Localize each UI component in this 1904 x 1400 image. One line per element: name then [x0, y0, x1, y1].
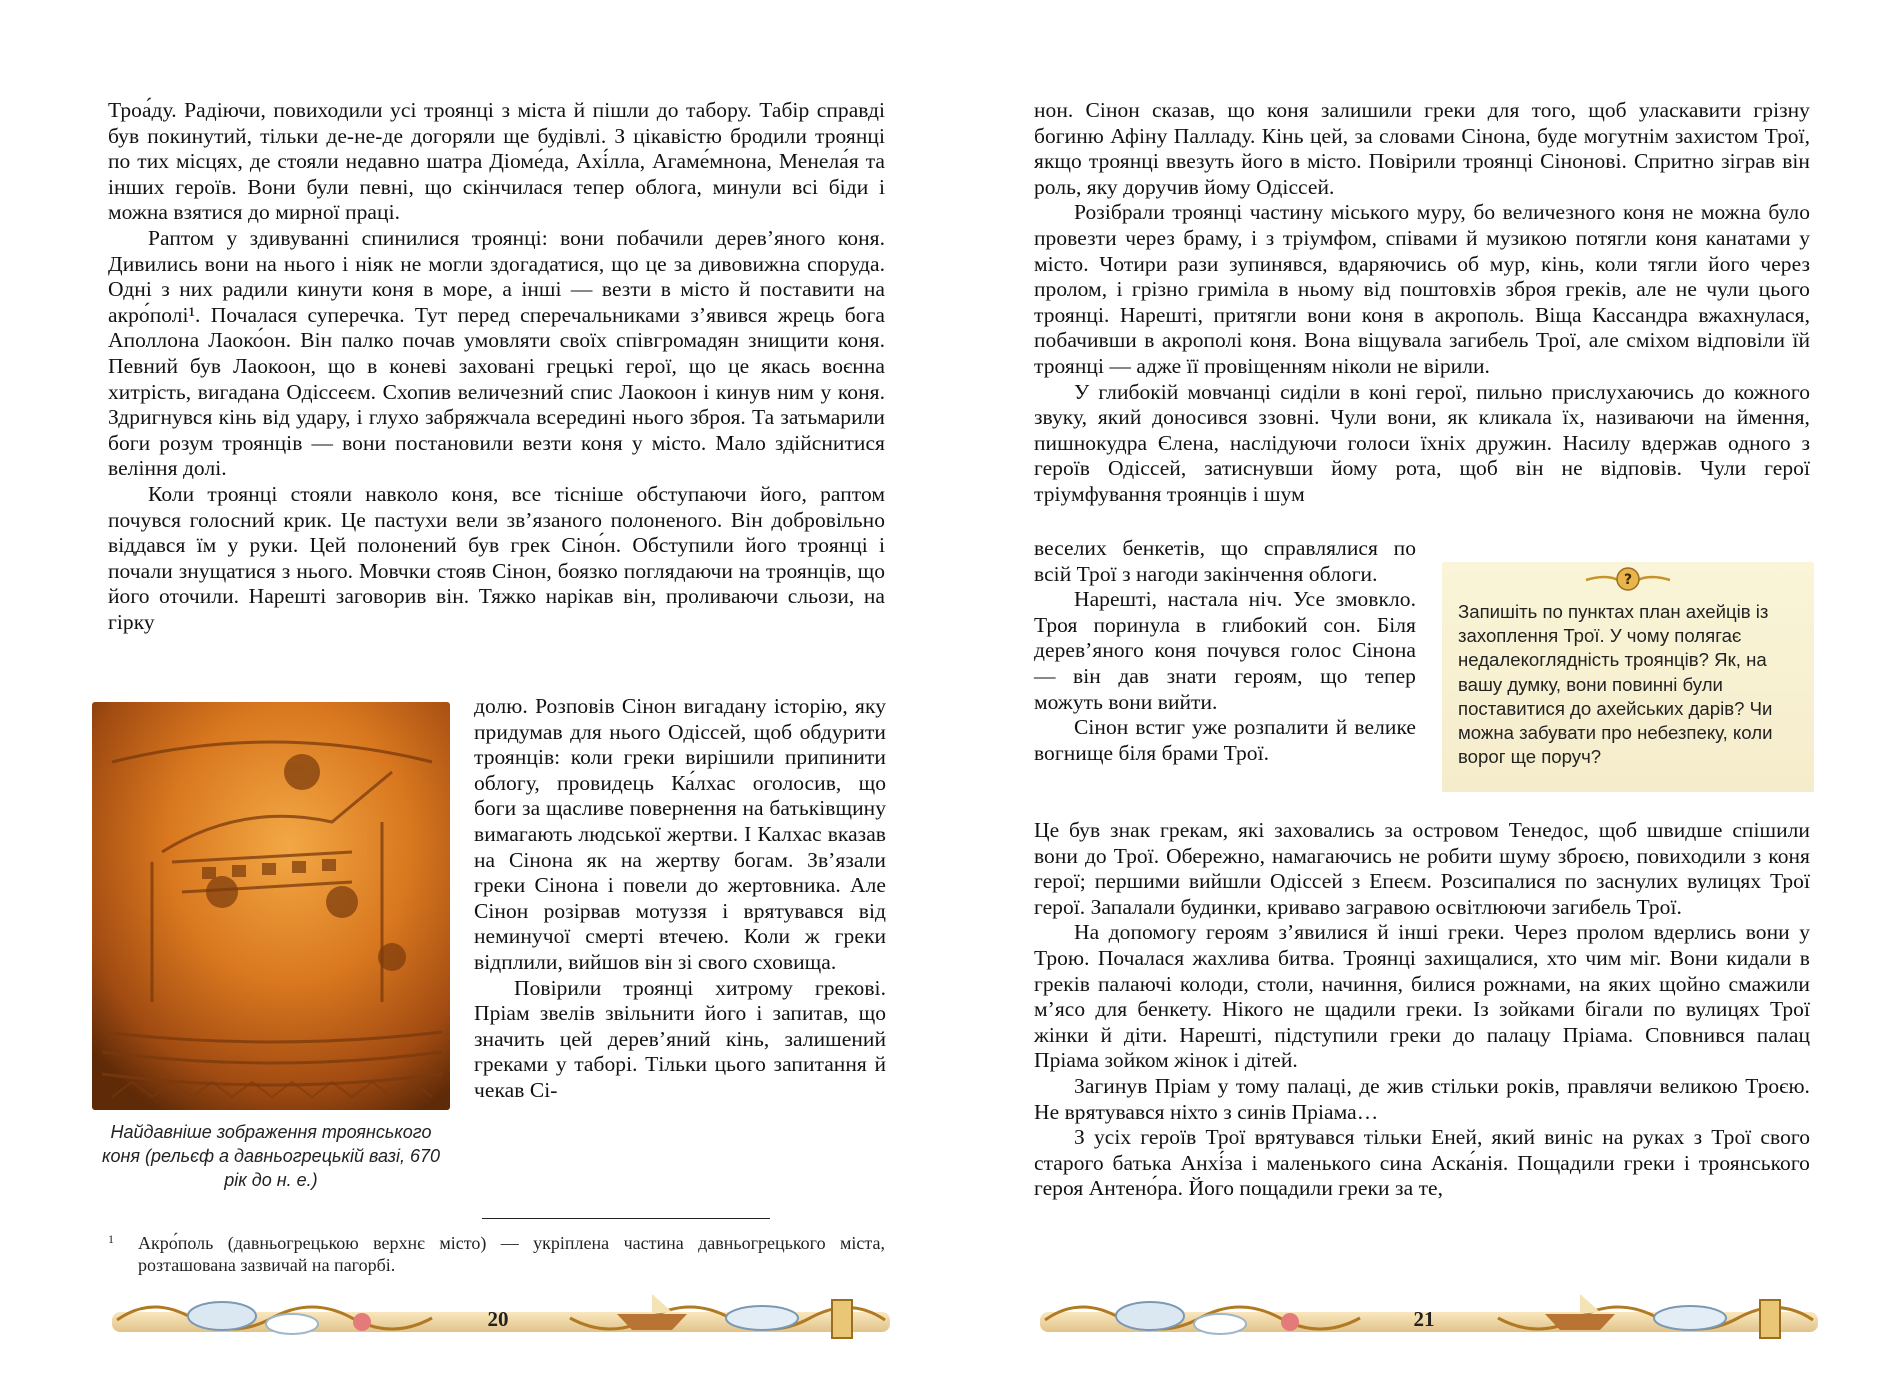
paragraph: Це був знак грекам, які заховались за островом Тенедос, щоб швидше спішили вони до Трої. Обережно, намагаючись не робити шуму зброєю, повиходили з коня герої; першими вийшли Одіссей з Епеєм. Розсипалися по заснулих вулицях Трої герої. Запалали будинки, криваво загравою освітлюючи загибель Трої. — [1034, 818, 1810, 919]
paragraph: Коли троянці стояли навколо коня, все тісніше обступаючи його, раптом почувся голосний крик. Це пастухи вели зв’язаного полоненого. Він добровільно віддався їм у руки. Цей полонений був грек Сіно́н. Обступили його троянці і почали знущатися з нього. Мовчки стояв Сінон, боязко поглядаючи на троянців, що його оточили. Нарешті заговорив він. Тяжко нарікав він, проливаючи сльози, на гірку — [108, 481, 885, 634]
paragraph: На допомогу героям з’явилися й інші греки. Через пролом вдерлись вони у Трою. Почалася жахлива битва. Троянці захищалися, хто чим міг. Вони кидали в греків палаючі колоди, столи, начиння, билися рожнами, на яких щойно смажили м’ясо для бенкету. Нікого не щадили греки. Із зойками бігали по вулицях Трої жінки й діти. Нарешті, підступили греки до палацу Пріама. Сповнився палац Пріама зойком жінок і дітей. — [1034, 920, 1810, 1073]
paragraph: Загинув Пріам у тому палаці, де жив стільки років, правлячи великою Троєю. Не врятувався ніхто з синів Пріама… — [1034, 1073, 1810, 1124]
paragraph: веселих бенкетів, що справлялися по всій Трої з нагоди закінчення облоги. — [1034, 536, 1416, 586]
question-box — [1442, 562, 1814, 792]
question-mark-icon — [1582, 566, 1674, 592]
paragraph: Нарешті, настала ніч. Усе змовкло. Троя поринула в глибокий сон. Біля дерев’яного коня почувся голос Сінона — він дав знати героям, що тепер можуть вони вийти. — [1034, 587, 1416, 714]
left-text-side — [474, 694, 886, 1104]
right-text-bottom — [1034, 818, 1810, 1202]
right-text-top — [1034, 98, 1810, 508]
page-number: 20 — [487, 1307, 509, 1331]
paragraph: Раптом у здивуванні спинилися троянці: вони побачили дерев’яного коня. Дивились вони на нього і ніяк не могли здогадатися, що це за дивовижна споруда. Одні з них радили кинути коня в море, а інші — везти в місто й поставити на акро́полі¹. Почалася суперечка. Тут перед сперечальниками з’явився жрець бога Аполлона Лаоко́он. Він палко почав умовляти своїх співгромадян знищити коня. Певний був Лаокоон, що в коневі заховані грецькі герої, що це якась воєнна хитрість, вигадана Одіссеєм. Схопив величезний спис Лаокоон і кинув ним у коня. Здригнувся кінь від удару, і глухо забряжчала всередині нього зброя. Та затьмарили боги розум троянців — вони постановили везти коня у місто. Мало здійснитися веління долі. — [108, 225, 885, 481]
footnote — [108, 1232, 885, 1276]
paragraph: З усіх героїв Трої врятувався тільки Еней, який виніс на руках з Трої свого старого батька Анхі́за і маленького сина Аска́нія. Пощадили греки і троянського героя Антено́ра. Його пощадили греки за те, — [1034, 1125, 1810, 1201]
question-text: Запишіть по пунктах план ахейців із захоплення Трої. У чому полягає недалекоглядність троянців? Як, на вашу думку, вони повинні були поставитися до ахейських дарів? Чи можна забувати про небезпеку, коли ворог ще поруч? — [1458, 601, 1773, 768]
footnote-mark: 1 — [108, 1232, 114, 1246]
paragraph: Троа́ду. Радіючи, повиходили усі троянці з міста й пішли до табору. Табір справді був покинутий, тільки де-не-де догоряли ще будівлі. З цікавістю бродили троянці по тих місцях, де стояли недавно шатра Діоме́да, Ахі́лла, Агаме́мнона, Менела́я та інших героїв. Вони були певні, що скінчилася тепер облога, минули всі біди і можна взятися до мирної праці. — [108, 98, 885, 225]
paragraph: Розібрали троянці частину міського муру, бо величезного коня не можна було провезти через браму, і з тріумфом, співами й музикою потягли коня канатами у місто. Чотири рази зупинявся, вдаряючись об мур, кінь, коли тягли його через пролом, і грізно гриміла в ньому від поштовхів зброя греків, але не чули цього троянці. Нарешті, притягли вони коня в акрополь. Віща Кассандра вжахнулася, побачивши в акрополі коня. Вона віщувала загибель Трої, але сміхом відповіли їй троянці — адже її провіщенням ніколи не вірили. — [1034, 200, 1810, 378]
paragraph: нон. Сінон сказав, що коня залишили греки для того, щоб уласкавити грізну богиню Афіну Палладу. Кінь цей, за словами Сінона, буде могутнім захистом Трої, якщо троянці ввезуть його в місто. Повірили троянці Сінонові. Спритно зіграв він роль, яку доручив йому Одіссей. — [1034, 98, 1810, 199]
paragraph: Сінон встиг уже розпалити й велике вогнище біля брами Трої. — [1034, 715, 1416, 765]
paragraph: У глибокій мовчанці сиділи в коні герої, пильно прислухаючись до кожного звуку, який доносився ззовні. Чули вони, як кликала їх, називаючи на ймення, пишнокудра Єлена, наслідуючи голоси їхніх дружин. Насилу вдержав одного з героїв Одіссей, затиснувши йому рота, щоб він не відповів. Чули герої тріумфування троянців і шум — [1034, 379, 1810, 506]
image-caption: Найдавніше зображення троянського коня (рельєф а давньогрецькій вазі, 670 рік до н. е.) — [102, 1122, 440, 1190]
footnote-text: Акро́поль (давньогрецькою верхнє місто) — укріплена частина давньогрецького міста, розташована зазвичай на пагорбі. — [138, 1233, 885, 1275]
left-text-top — [108, 98, 885, 635]
trojan-horse-vase-image — [92, 702, 450, 1110]
page-number: 21 — [1413, 1307, 1435, 1331]
paragraph: долю. Розповів Сінон вигадану історію, яку придумав для нього Одіссей, щоб обдурити троянців: коли греки вирішили припинити облогу, провидець Ка́лхас оголосив, що боги за щасливе повернення на батьківщину вимагають людської жертви. І Калхас вказав на Сінона як на жертву богам. Зв’язали греки Сінона і повели до жертовника. Але Сінон розірвав мотуззя і врятувався від неминучої смерті втечею. Коли ж греки відплили, вийшов він зі свого сховища. — [474, 694, 886, 974]
svg-text:?: ? — [1623, 572, 1633, 588]
paragraph: Повірили троянці хитрому грекові. Пріам звелів звільнити його і запитав, що значить цей дерев’яний кінь, залишений греками у таборі. Тільки цього запитання й чекав Сі- — [474, 975, 886, 1102]
right-text-narrow — [1034, 536, 1416, 766]
footnote-divider — [482, 1218, 770, 1219]
